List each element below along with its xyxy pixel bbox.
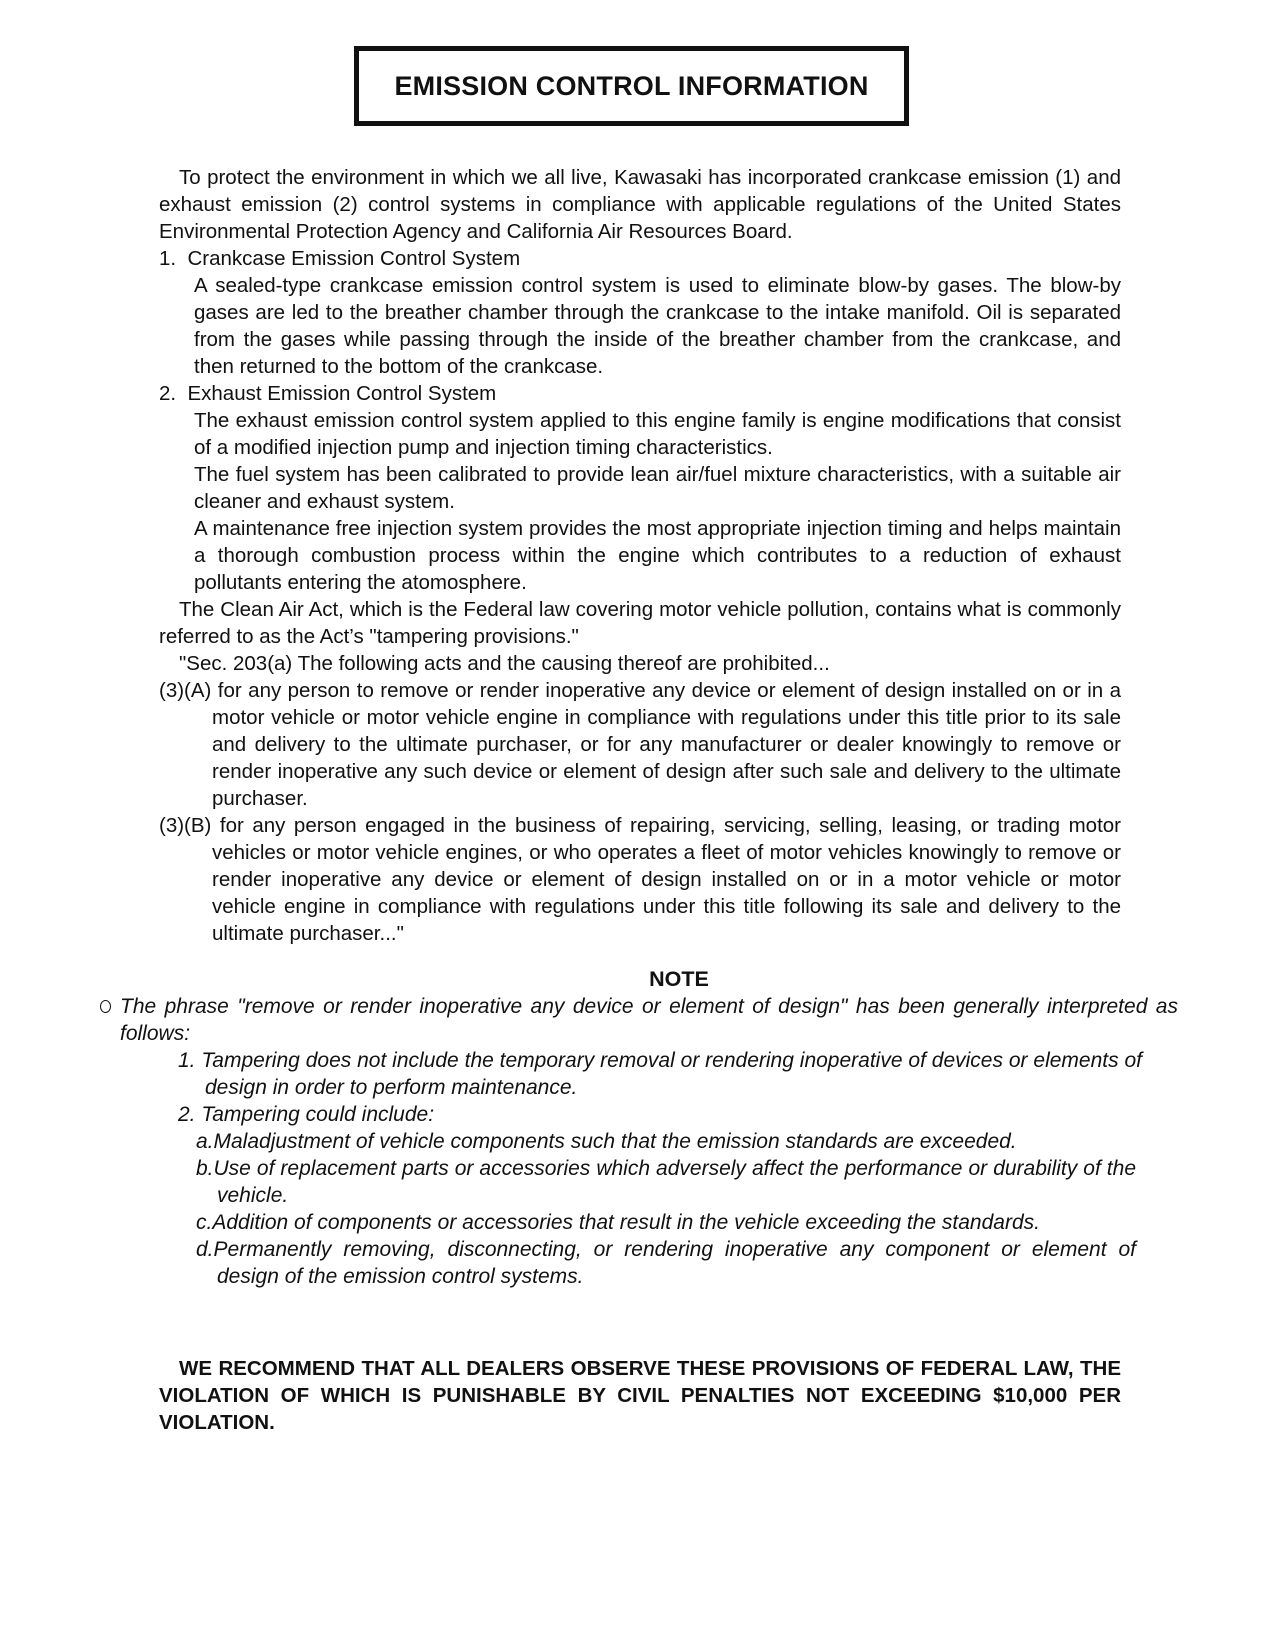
note-lead-text: The phrase "remove or render inoperative any device or element of design" has been generally interpreted as follows: xyxy=(120,995,1178,1045)
note-sub-c: c.Addition of components or accessories that result in the vehicle exceeding the standards. xyxy=(196,1211,1040,1234)
item-1-heading: 1. Crankcase Emission Control System xyxy=(159,247,521,270)
note-sub-b: b.Use of replacement parts or accessories which adversely affect the performance or durability of the vehicle. xyxy=(196,1157,1136,1207)
note-point-2: 2. Tampering could include: xyxy=(178,1103,435,1126)
note-point-1: 1. Tampering does not include the temporary removal or rendering inoperative of devices or elements of design in order to perform maintenance. xyxy=(178,1049,1142,1099)
title-box xyxy=(354,46,909,126)
circle-bullet-icon xyxy=(100,1000,111,1013)
page-title: EMISSION CONTROL INFORMATION xyxy=(394,70,869,101)
provision-3b: (3)(B) for any person engaged in the business of repairing, servicing, selling, leasing, or trading motor vehicles or motor vehicle engines, or who operates a fleet of motor vehicles knowingly to remove or render inoperative any device or element of design installed on or in a motor vehicle or motor vehicle engine in compliance with regulations under this title following its sale and delivery to the ultimate purchaser..." xyxy=(159,814,1121,945)
body-text xyxy=(159,164,1121,947)
provision-3a: (3)(A) for any person to remove or render inoperative any device or element of design installed on or in a motor vehicle or motor vehicle engine in compliance with regulations under this title prior to its sale and delivery to the ultimate purchaser, or for any manufacturer or dealer knowingly to remove or render inoperative any such device or element of design after such sale and delivery to the ultimate purchaser. xyxy=(159,679,1121,810)
note-sub-d: d.Permanently removing, disconnecting, or rendering inoperative any component or element of design of the emission control systems. xyxy=(196,1238,1136,1288)
item-2-heading: 2. Exhaust Emission Control System xyxy=(159,382,497,405)
note-section xyxy=(100,966,1178,1290)
item-2-paragraph-2: The fuel system has been calibrated to provide lean air/fuel mixture characteristics, with a suitable air cleaner and exhaust system. xyxy=(194,463,1121,513)
note-lead xyxy=(100,993,1178,1047)
item-2-paragraph-1: The exhaust emission control system applied to this engine family is engine modifications that consist of a modified injection pump and injection timing characteristics. xyxy=(194,409,1121,459)
intro-paragraph: To protect the environment in which we all live, Kawasaki has incorporated crankcase emission (1) and exhaust emission (2) control systems in compliance with applicable regulations of the United States Environmental Protection Agency and California Air Resources Board. xyxy=(159,166,1121,243)
note-title: NOTE xyxy=(649,967,709,991)
sec-quote: "Sec. 203(a) The following acts and the causing thereof are prohibited... xyxy=(179,652,830,675)
dealer-warning: WE RECOMMEND THAT ALL DEALERS OBSERVE THESE PROVISIONS OF FEDERAL LAW, THE VIOLATION OF WHICH IS PUNISHABLE BY CIVIL PENALTIES NOT EXCEEDING $10,000 PER VIOLATION. xyxy=(159,1357,1121,1434)
item-1-paragraph: A sealed-type crankcase emission control system is used to eliminate blow-by gases. The blow-by gases are led to the breather chamber through the crankcase to the intake manifold. Oil is separated from the gases while passing through the inside of the breather chamber from the crankcase, and then returned to the bottom of the crankcase. xyxy=(194,274,1121,378)
clean-air-act-paragraph: The Clean Air Act, which is the Federal law covering motor vehicle pollution, contains what is commonly referred to as the Act’s "tampering provisions." xyxy=(159,598,1121,648)
item-2-paragraph-3: A maintenance free injection system provides the most appropriate injection timing and helps maintain a thorough combustion process within the engine which contributes to a reduction of exhaust pollutants entering the atomosphere. xyxy=(194,517,1121,594)
note-sub-a: a.Maladjustment of vehicle components such that the emission standards are exceeded. xyxy=(196,1130,1017,1153)
